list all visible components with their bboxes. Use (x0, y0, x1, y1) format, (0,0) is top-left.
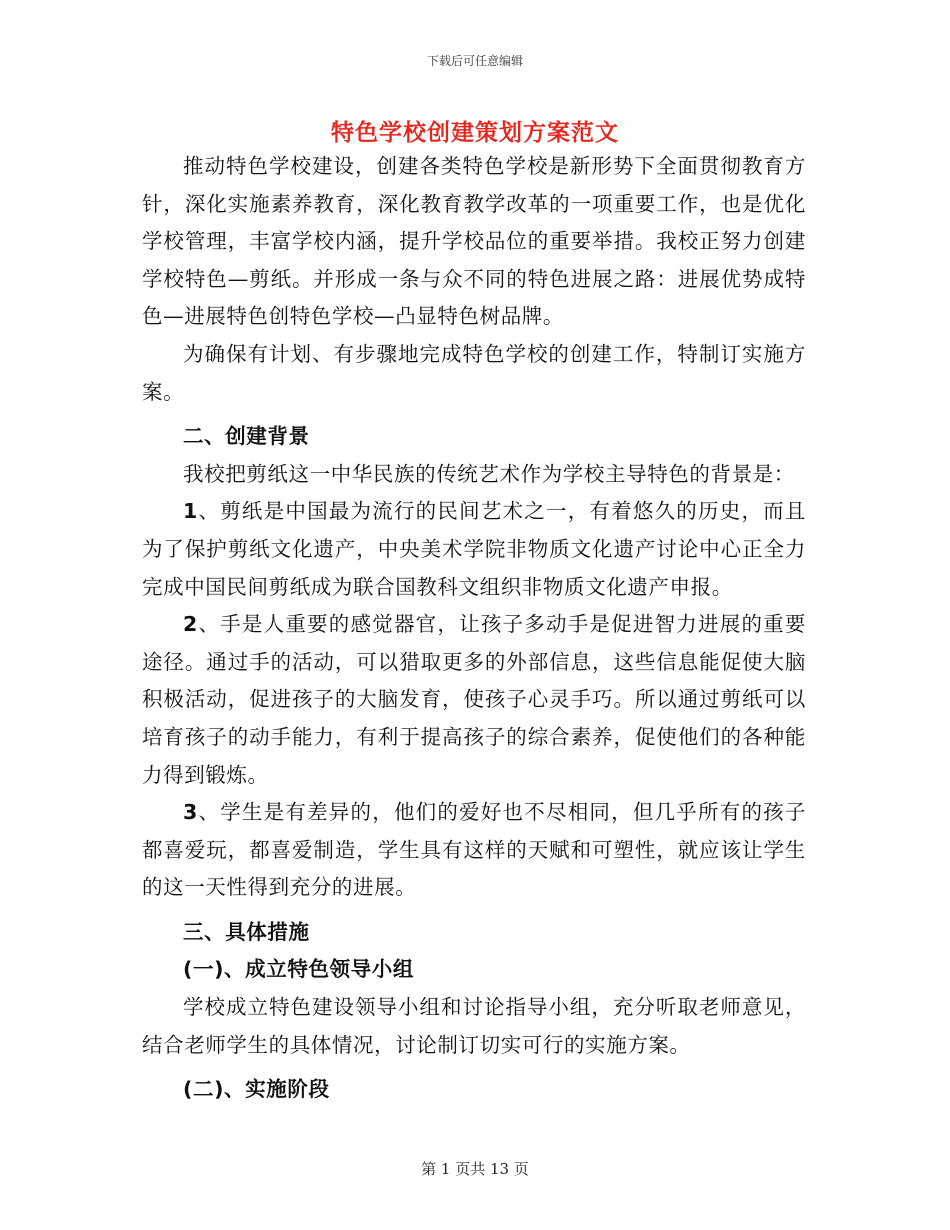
point-1-text: 、剪纸是中国最为流行的民间艺术之一，有着悠久的历史，而且为了保护剪纸文化遗产，中央美术学院非物质文化遗产讨论中心正全力完成中国民间剪纸成为联合国教科文组织非物质文化遗产申报。 (142, 499, 806, 599)
background-point-1 (142, 493, 806, 606)
point-2-text: 、手是人重要的感觉器官，让孩子多动手是促进智力进展的重要途径。通过手的活动，可以猎取更多的外部信息，这些信息能促使大脑积极活动，促进孩子的大脑发育，使孩子心灵手巧。所以通过剪纸可以培育孩子的动手能力，有利于提高孩子的综合素养，促使他们的各种能力得到锻炼。 (142, 612, 806, 787)
background-intro-paragraph: 我校把剪纸这一中华民族的传统艺术作为学校主导特色的背景是： (183, 461, 795, 486)
purpose-paragraph: 为确保有计划、有步骤地完成特色学校的创建工作，特制订实施方案。 (142, 341, 806, 404)
point-3-number: 3 (183, 800, 198, 825)
subheading-implementation-stage: (二)、实施阶段 (183, 1077, 330, 1102)
point-1-number: 1 (183, 499, 198, 524)
document-body (142, 148, 806, 1109)
section-heading-background: 二、创建背景 (183, 424, 310, 449)
page-number-footer: 第 1 页共 13 页 (421, 1160, 529, 1178)
document-title: 特色学校创建策划方案范文 (331, 120, 619, 146)
section-heading-measures: 三、具体措施 (183, 919, 310, 944)
background-point-2 (142, 606, 806, 794)
leadership-group-paragraph: 学校成立特色建设领导小组和讨论指导小组，充分听取老师意见，结合老师学生的具体情况，讨论制订切实可行的实施方案。 (142, 995, 806, 1057)
subheading-leadership-group: (一)、成立特色领导小组 (183, 957, 414, 982)
point-2-number: 2 (183, 612, 198, 637)
background-point-3 (142, 794, 806, 907)
header-note: 下载后可任意编辑 (426, 54, 523, 68)
point-3-text: 、学生是有差异的，他们的爱好也不尽相同，但几乎所有的孩子都喜爱玩，都喜爱制造，学生具有这样的天赋和可塑性，就应该让学生的这一天性得到充分的进展。 (142, 800, 806, 900)
intro-paragraph: 推动特色学校建设，创建各类特色学校是新形势下全面贯彻教育方针，深化实施素养教育，深化教育教学改革的一项重要工作，也是优化学校管理，丰富学校内涵，提升学校品位的重要举措。我校正努力创建学校特色—剪纸。并形成一条与众不同的特色进展之路：进展优势成特色—进展特色创特色学校—凸显特色树品牌。 (142, 154, 806, 329)
